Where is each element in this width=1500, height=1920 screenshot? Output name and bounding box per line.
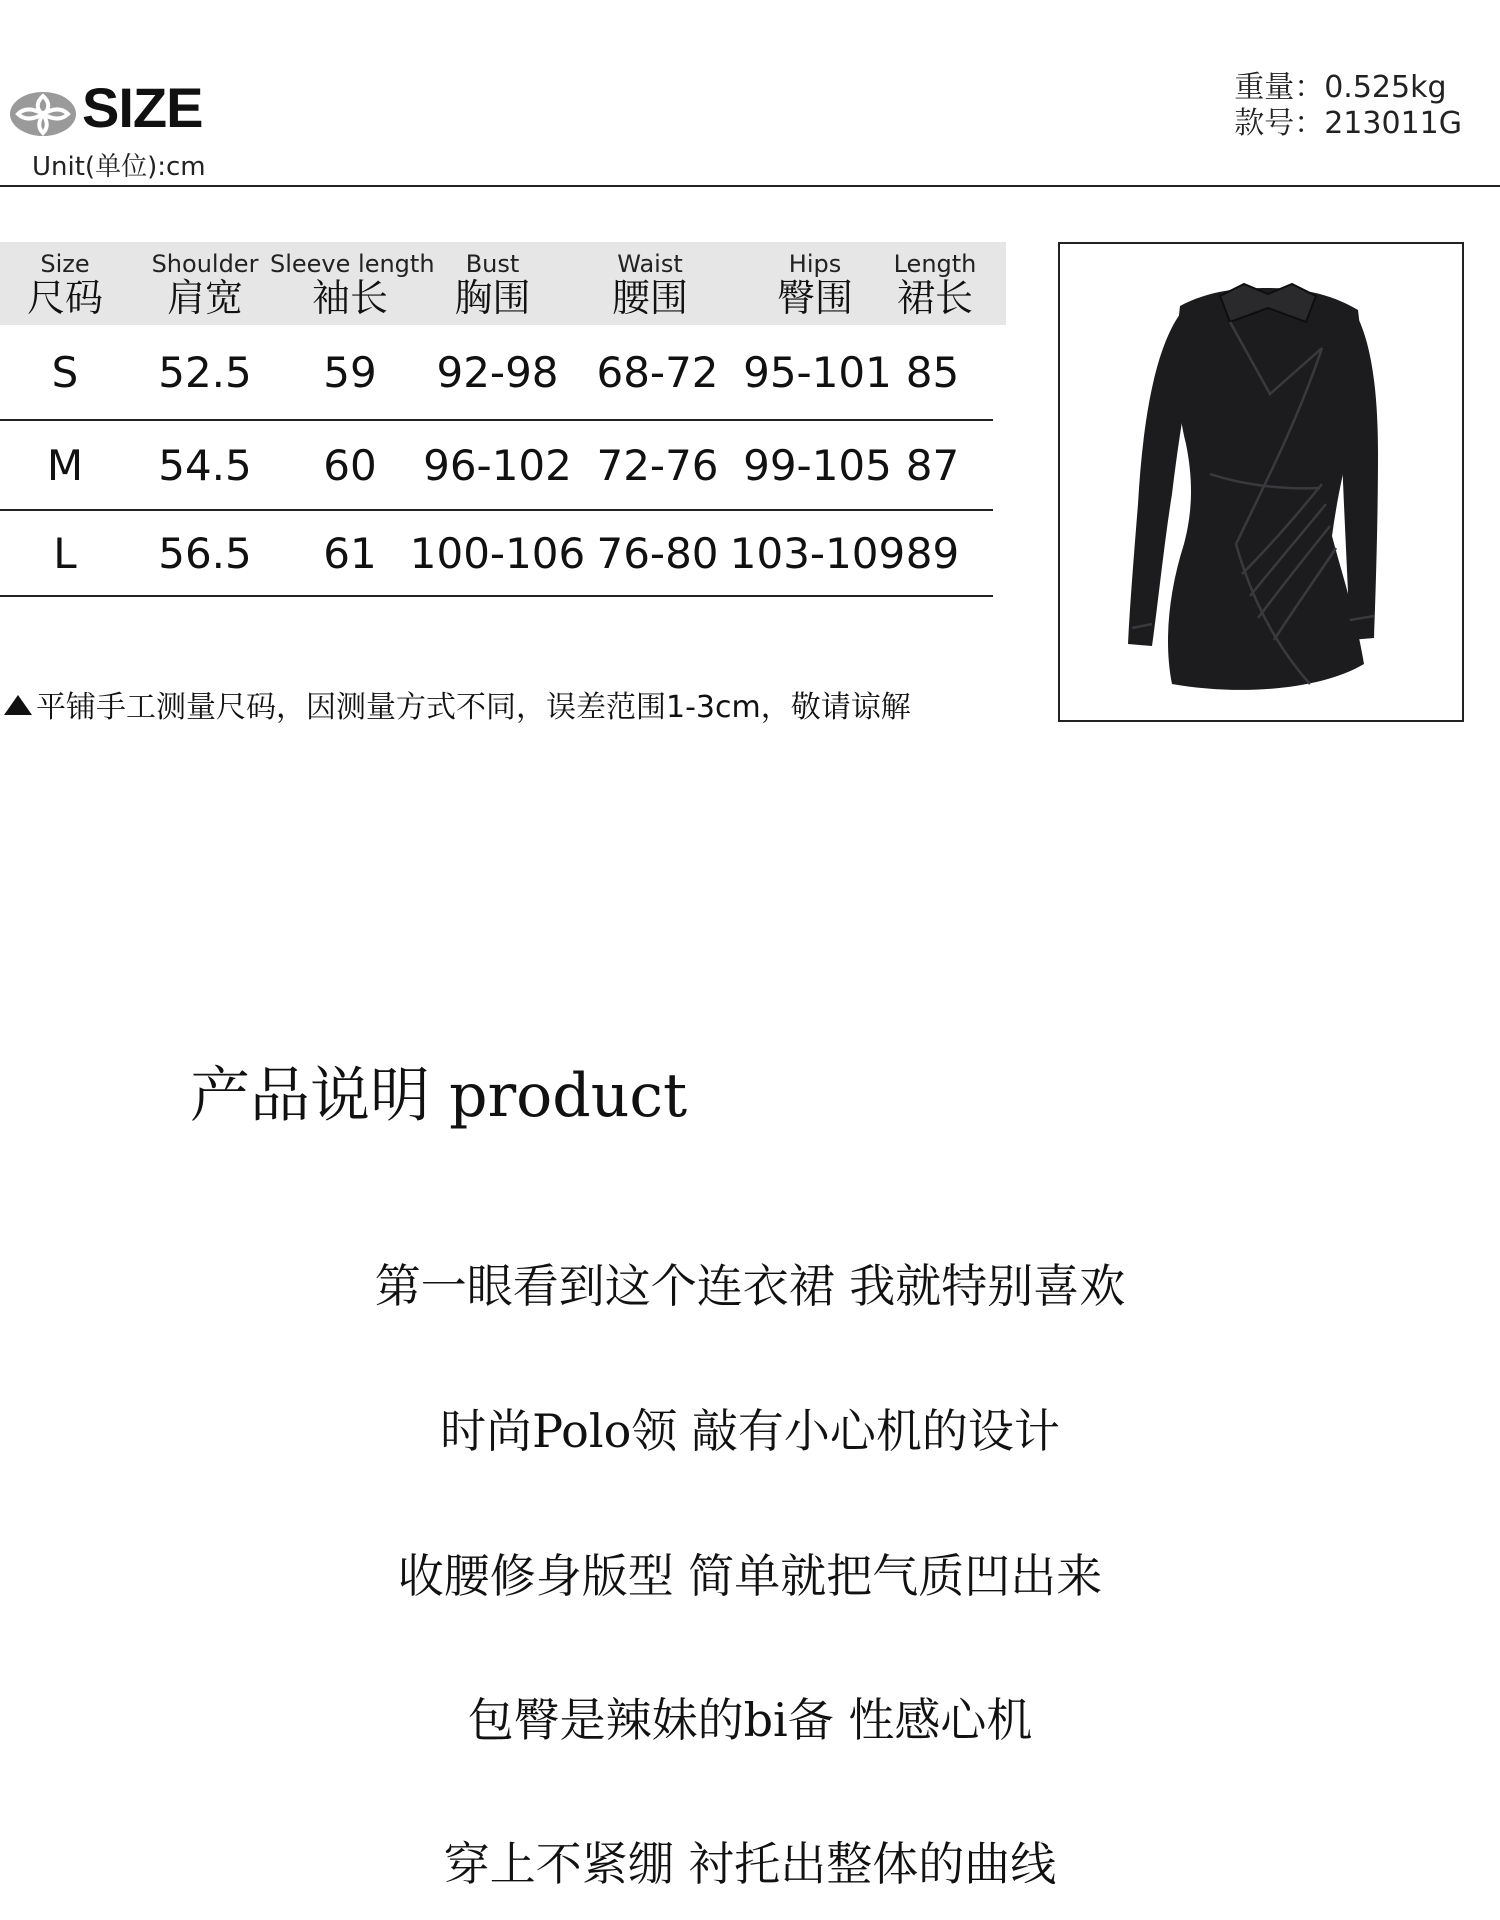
cell-shoulder: 54.5: [158, 440, 252, 490]
size-table: [0, 242, 1006, 597]
cell-hips: 99-105: [743, 440, 892, 490]
column-header-en: Bust: [465, 250, 520, 278]
column-header-waist: [585, 242, 715, 325]
product-description-line: 穿上不紧绷 衬托出整体的曲线: [443, 1837, 1057, 1891]
cell-size: S: [51, 347, 79, 397]
cell-sleeve-length: 60: [323, 440, 377, 490]
column-header-hips: [750, 242, 880, 325]
column-header-cn: 腰围: [611, 276, 688, 320]
table-row: [0, 511, 993, 597]
measurement-note-text: 平铺手工测量尺码，因测量方式不同，误差范围1-3cm，敬请谅解: [36, 690, 911, 725]
column-header-cn: 胸围: [454, 276, 531, 320]
unit-label: Unit(单位):cm: [32, 152, 206, 182]
cell-length: 87: [905, 440, 960, 490]
header-divider: [0, 185, 1500, 187]
cell-size: L: [53, 528, 77, 578]
column-header-bust: [430, 242, 555, 325]
cell-bust: 92-98: [436, 347, 559, 397]
measurement-note: [4, 682, 911, 726]
cell-sleeve-length: 59: [323, 347, 377, 397]
table-row: [0, 325, 993, 421]
cell-waist: 76-80: [596, 528, 719, 578]
product-section-title: 产品说明 product: [190, 1061, 688, 1131]
column-header-en: Shoulder: [151, 250, 259, 278]
triangle-up-icon: [4, 695, 32, 715]
column-header-length: [880, 242, 990, 325]
weight-label: 重量：0.525kg: [1234, 70, 1447, 105]
product-meta: [1234, 70, 1462, 142]
column-header-cn: 尺码: [26, 276, 103, 320]
column-header-cn: 裙长: [896, 276, 973, 320]
cell-length: 85: [905, 347, 960, 397]
column-header-en: Waist: [617, 250, 683, 278]
column-header-cn: 肩宽: [166, 276, 243, 320]
column-header-size: [0, 242, 130, 325]
style-number-label: 款号：213011G: [1234, 106, 1462, 141]
column-header-en: Hips: [788, 250, 842, 278]
cell-hips: 95-101: [743, 347, 892, 397]
size-heading: SIZE: [82, 76, 203, 139]
column-header-cn: 袖长: [311, 276, 388, 320]
size-table-header: [0, 242, 1006, 325]
brand-logo-icon: [8, 88, 78, 140]
cell-bust: 100-106: [409, 528, 586, 578]
product-description-line: 收腰修身版型 简单就把气质凹出来: [397, 1549, 1103, 1603]
dress-illustration-icon: [1060, 244, 1462, 720]
cell-hips: 103-109: [729, 528, 906, 578]
cell-bust: 96-102: [423, 440, 572, 490]
table-row: [0, 421, 993, 511]
cell-shoulder: 52.5: [158, 347, 252, 397]
cell-size: M: [46, 440, 84, 490]
product-image: [1058, 242, 1464, 722]
cell-shoulder: 56.5: [158, 528, 252, 578]
column-header-en: Length: [893, 250, 977, 278]
column-header-en: Size: [40, 250, 90, 278]
cell-waist: 68-72: [596, 347, 719, 397]
column-header-sleeve-length: [270, 242, 435, 325]
product-description-line: 第一眼看到这个连衣裙 我就特别喜欢: [374, 1259, 1126, 1313]
cell-waist: 72-76: [596, 440, 719, 490]
column-header-en: Sleeve length: [270, 250, 435, 278]
product-description-line: 时尚Polo领 敲有小心机的设计: [440, 1404, 1060, 1458]
product-description-line: 包臀是辣妹的bi备 性感心机: [467, 1693, 1033, 1747]
column-header-cn: 臀围: [776, 276, 853, 320]
cell-sleeve-length: 61: [323, 528, 377, 578]
cell-length: 89: [905, 528, 960, 578]
column-header-shoulder: [140, 242, 270, 325]
